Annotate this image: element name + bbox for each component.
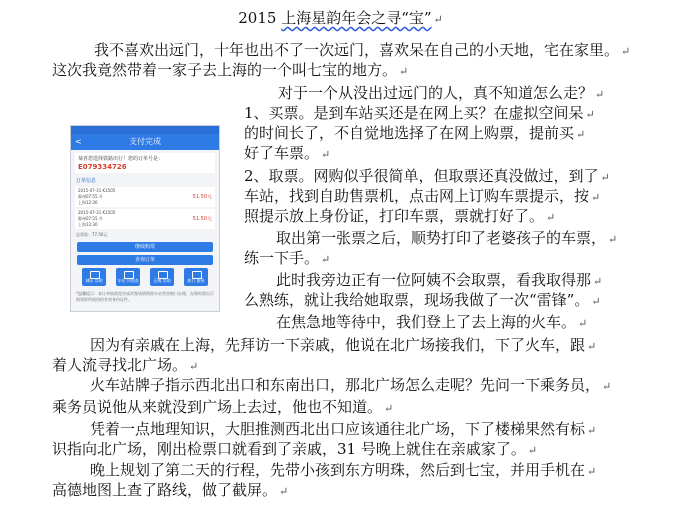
paragraph-mark-icon: ↵ xyxy=(546,211,556,224)
order-notice xyxy=(75,153,215,173)
text-line-content: 的时间长了，不自觉地选择了在网上购票，提前买 xyxy=(244,124,575,142)
text-line-content: 么熟练，就让我给她取票，现场我做了一次“雷锋”。 xyxy=(244,291,590,309)
phone-footnote: *温馨提示：本订单如需变更或改签请到铁路车站售票窗口办理，办理时需出示购票时所使用的有效身份证件。 xyxy=(76,291,214,302)
paragraph-mark-icon: ↵ xyxy=(321,148,331,161)
text-line xyxy=(278,83,604,105)
ticket-left: 2015-07-31 K1505 xyxy=(78,210,116,215)
text-line-content: 车站，找到自助售票机，点击网上订购车票提示，按 xyxy=(244,187,590,205)
text-line-content: 在焦急地等待中，我们登上了去上海的火车。 xyxy=(276,313,577,331)
paragraph-mark-icon: ↵ xyxy=(587,424,597,437)
ticket-price: 51.50元 xyxy=(192,216,212,222)
paragraph-mark-icon: ↵ xyxy=(591,191,601,204)
service-icon: 旅行 服务 xyxy=(184,268,208,286)
ticket-mid: 滁州07:55 开 xyxy=(78,216,103,221)
paragraph-mark-icon: ↵ xyxy=(593,275,603,288)
text-line-content: 照提示放上身份证，打印车票，票就打好了。 xyxy=(244,207,545,225)
paragraph-mark-icon: ↵ xyxy=(321,253,331,266)
text-line xyxy=(90,460,596,482)
paragraph-mark-icon: ↵ xyxy=(602,380,612,393)
text-line xyxy=(90,335,596,357)
text-line-content: 识指向北广场，刚出检票口就看到了亲戚，31 号晚上就住在亲戚家了。 xyxy=(52,440,526,458)
paragraph-mark-icon: ↵ xyxy=(384,402,394,415)
paragraph-mark-icon: ↵ xyxy=(576,128,586,141)
continue-purchase-button: 继续购票 xyxy=(77,242,213,252)
text-line xyxy=(244,186,600,208)
paragraph-mark-icon: ↵ xyxy=(433,13,443,26)
ticket-right: 上海12:30 xyxy=(78,200,98,205)
ticket-price: 51.50元 xyxy=(192,194,212,200)
text-line xyxy=(90,419,596,441)
paragraph-mark-icon: ↵ xyxy=(527,444,538,457)
text-line-content: 高德地图上查了路线，做了截屏。 xyxy=(52,481,278,499)
ticket-row xyxy=(75,209,215,229)
service-icon: 城际 帮助 xyxy=(82,268,106,286)
ticket-mid: 滁州07:55 开 xyxy=(78,194,103,199)
text-line-content: 好了车票。 xyxy=(244,144,320,162)
phone-header-title: 支付完成 xyxy=(129,137,161,146)
paragraph-mark-icon: ↵ xyxy=(189,360,199,373)
text-line xyxy=(52,439,537,461)
text-line xyxy=(276,270,602,292)
text-line-content: 晚上规划了第二天的行程，先带小孩到东方明珠，然后到七宝，并用手机在 xyxy=(90,461,586,479)
query-order-button: 查询订单 xyxy=(77,255,213,265)
paragraph-mark-icon: ↵ xyxy=(399,65,409,78)
text-line-content: 火车站牌子指示西北出口和东南出口，那北广场怎么走呢？先问一下乘务员， xyxy=(90,376,601,394)
paragraph-mark-icon: ↵ xyxy=(621,45,631,58)
service-icon: 车站 列表查询 xyxy=(116,268,140,286)
phone-header xyxy=(71,134,219,150)
back-icon: < xyxy=(75,137,82,146)
text-line xyxy=(90,375,611,397)
text-line-content: 练一下手。 xyxy=(244,249,320,267)
text-line-content: 乘务员说他从来就没到广场上去过，他也不知道。 xyxy=(52,398,383,416)
text-line xyxy=(52,60,408,82)
paragraph-mark-icon: ↵ xyxy=(595,88,605,101)
text-line-content: 1、买票。是到车站买还是在网上买？在虚拟空间呆 xyxy=(244,104,584,122)
paragraph-mark-icon: ↵ xyxy=(585,108,595,121)
text-line-content: 着人流寻找北广场。 xyxy=(52,356,188,374)
text-line-content: 此时我旁边正有一位阿姨不会取票，看我取得那 xyxy=(276,271,592,289)
phone-status-bar xyxy=(71,126,219,134)
ticket-total: 总票款：77.50元 xyxy=(76,232,108,237)
paragraph-mark-icon: ↵ xyxy=(578,317,588,330)
document-title xyxy=(0,8,681,30)
paragraph-mark-icon: ↵ xyxy=(591,295,601,308)
text-line xyxy=(52,480,288,502)
order-notice-text: 恭喜您选择铁路出行！您的订单号是： xyxy=(78,156,164,162)
text-line xyxy=(244,143,330,165)
service-icon: 正晚 帮助 xyxy=(150,268,174,286)
paragraph-mark-icon: ↵ xyxy=(587,340,597,353)
text-line-content: 凭着一点地理知识，大胆推测西北出口应该通往北广场，下了楼梯果然有标 xyxy=(90,420,586,438)
ticket-row xyxy=(75,187,215,207)
order-section-title: 订单信息 xyxy=(76,178,97,184)
paragraph-mark-icon: ↵ xyxy=(608,233,618,246)
text-line xyxy=(244,290,601,312)
text-line xyxy=(52,397,393,419)
text-line xyxy=(244,103,595,125)
text-line xyxy=(276,228,617,250)
ticket-right: 上海12:30 xyxy=(78,222,98,227)
text-line-content: 我不喜欢出远门，十年也出不了一次远门，喜欢呆在自己的小天地，宅在家里。 xyxy=(94,41,620,59)
text-line-content: 这次我竟然带着一家子去上海的一个叫七宝的地方。 xyxy=(52,61,398,79)
text-line-content: 2、取票。网购似乎很简单，但取票还真没做过，到了 xyxy=(244,167,599,185)
title-year: 2015 xyxy=(238,9,277,27)
text-line xyxy=(94,40,630,62)
text-line xyxy=(276,312,587,334)
ticket-left: 2015-07-31 K1505 xyxy=(78,188,116,193)
paragraph-mark-icon: ↵ xyxy=(587,465,597,478)
paragraph-mark-icon: ↵ xyxy=(279,485,289,498)
paragraph-mark-icon: ↵ xyxy=(600,171,610,184)
order-code: E079334726 xyxy=(78,163,127,171)
text-line-content: 因为有亲戚在上海，先拜访一下亲戚，他说在北广场接我们，下了火车，跟 xyxy=(90,336,586,354)
title-text: 上海星韵年会之寻“宝” xyxy=(281,9,432,27)
text-line xyxy=(52,355,198,377)
ticket-payment-screenshot xyxy=(70,125,220,312)
text-line xyxy=(244,166,610,188)
text-line xyxy=(244,123,585,145)
text-line-content: 取出第一张票之后，顺势打印了老婆孩子的车票， xyxy=(276,229,607,247)
text-line xyxy=(244,206,555,228)
text-line xyxy=(244,248,330,270)
text-line-content: 对于一个从没出过远门的人，真不知道怎么走？ xyxy=(278,84,594,102)
